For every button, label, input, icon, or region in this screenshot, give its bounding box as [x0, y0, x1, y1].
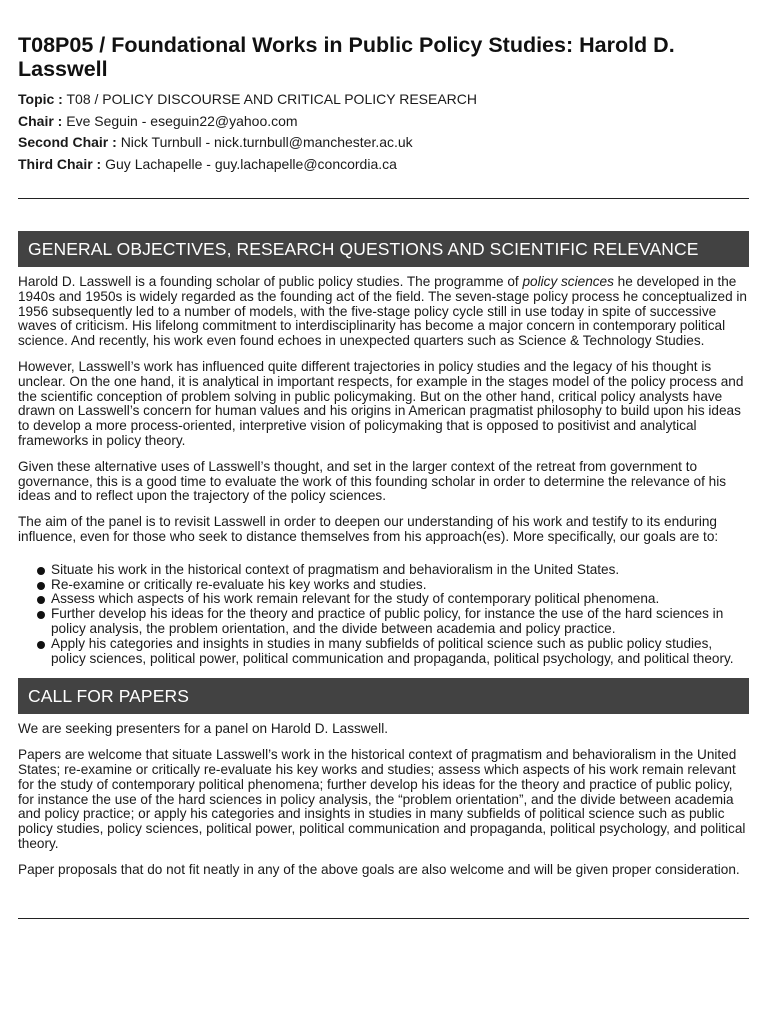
list-item	[37, 563, 749, 578]
call-for-papers-heading: CALL FOR PAPERS	[18, 678, 749, 714]
goal-text: Apply his categories and insights in studies in many subfields of political science such as public policy studies, policy sciences, political power, political communication and propaganda, political psychology, and political theory.	[51, 635, 734, 666]
list-item	[37, 578, 749, 593]
objectives-p1-end: he developed in the 1940s and 1950s is widely regarded as the founding act of the field. The seven-stage policy process he conceptualized in 1956 subsequently led to a number of models, with the five-stage policy cycle still in use today in spite of successive waves of criticism. His lifelong commitment to interdisciplinarity has become a major concern in contemporary political science. And recently, his work even found echoes in unexpected quarters such as Science & Technology Studies.	[18, 274, 747, 349]
policy-sciences-emphasis: policy sciences	[522, 274, 614, 289]
chair-label: Chair :	[18, 112, 63, 129]
bullet-icon	[37, 567, 45, 575]
objectives-paragraph-3: Given these alternative uses of Lasswell’s thought, and set in the larger context of the retreat from government to governance, this is a good time to evaluate the work of this founding scholar in order to determine the relevance of his ideas and to reflect upon the trajectory of the policy sciences.	[18, 458, 727, 504]
bullet-icon	[37, 611, 45, 619]
second-chair-value: Nick Turnbull - nick.turnbull@manchester.ac.uk	[120, 134, 413, 150]
goal-text: Further develop his ideas for the theory and practice of public policy, for instance the use of the hard sciences in policy analysis, the problem orientation, and the divide between academia and policy practice.	[51, 606, 724, 636]
goal-text: Situate his work in the historical context of pragmatism and behavioralism in the United States.	[51, 561, 620, 577]
bullet-icon	[37, 596, 45, 604]
second-chair-label: Second Chair :	[18, 134, 117, 150]
topic-row	[18, 89, 749, 111]
objectives-p1-start: Harold D. Lasswell is a founding scholar of public policy studies. The programme of	[18, 274, 523, 289]
goals-list	[18, 563, 749, 667]
call-paragraph-3: Paper proposals that do not fit neatly in any of the above goals are also welcome and will be given proper consideration.	[18, 861, 740, 877]
second-chair-row	[18, 132, 749, 154]
list-item	[37, 607, 749, 637]
bullet-icon	[37, 582, 45, 590]
list-item	[37, 592, 749, 607]
third-chair-label: Third Chair :	[18, 155, 102, 172]
top-divider	[18, 198, 749, 199]
chair-value: Eve Seguin - eseguin22@yahoo.com	[66, 112, 298, 129]
topic-value: T08 / POLICY DISCOURSE AND CRITICAL POLICY RESEARCH	[66, 91, 478, 107]
page-title: T08P05 / Foundational Works in Public Policy Studies: Harold D. Lasswell	[18, 33, 675, 81]
third-chair-row	[18, 154, 749, 176]
call-paragraph-1: We are seeking presenters for a panel on Harold D. Lasswell.	[18, 721, 388, 737]
call-paragraph-2: Papers are welcome that situate Lasswell’s work in the historical context of pragmatism and behavioralism in the United States; re-examine or critically re-evaluate his key works and studies; assess which aspects of his work remain relevant for the study of contemporary political phenomena; further develop his ideas for the theory and practice of public policy, for instance the use of the hard sciences in policy analysis, the “problem orientation”, and the divide between academia and policy practice; or apply his categories and insights in studies in many subfields of political science such as public policy studies, policy sciences, political power, political communication and propaganda, political psychology, and political theory.	[18, 747, 746, 851]
goal-text: Re-examine or critically re-evaluate his key works and studies.	[51, 576, 427, 592]
objectives-heading: GENERAL OBJECTIVES, RESEARCH QUESTIONS AND SCIENTIFIC RELEVANCE	[18, 231, 749, 267]
bottom-divider	[18, 918, 749, 919]
goal-text: Assess which aspects of his work remain relevant for the study of contemporary political phenomena.	[51, 591, 660, 607]
third-chair-value: Guy Lachapelle - guy.lachapelle@concordia.ca	[105, 155, 397, 172]
list-item	[37, 637, 749, 667]
panel-meta	[18, 89, 749, 175]
bullet-icon	[37, 641, 45, 649]
objectives-paragraph-1	[18, 275, 749, 349]
document-page	[18, 0, 749, 919]
topic-label: Topic :	[18, 91, 63, 107]
objectives-paragraph-2: However, Lasswell’s work has influenced quite different trajectories in policy studies and the legacy of his thought is unclear. On the one hand, it is analytical in important respects, for example in the stages model of the policy process and the scientific conception of problem solving in public policymaking. But on the other hand, critical policy analysts have drawn on Lasswell’s concern for human values and his origins in American pragmatist philosophy to build upon his ideas to develop a more process-oriented, interpretive vision of policymaking that is opposed to positivist and analytical frameworks in policy theory.	[18, 358, 744, 448]
objectives-paragraph-4: The aim of the panel is to revisit Lasswell in order to deepen our understanding of his work and testify to its enduring influence, even for those who seek to distance themselves from his approach(es). More specifically, our goals are to:	[18, 514, 719, 544]
chair-row	[18, 111, 749, 133]
